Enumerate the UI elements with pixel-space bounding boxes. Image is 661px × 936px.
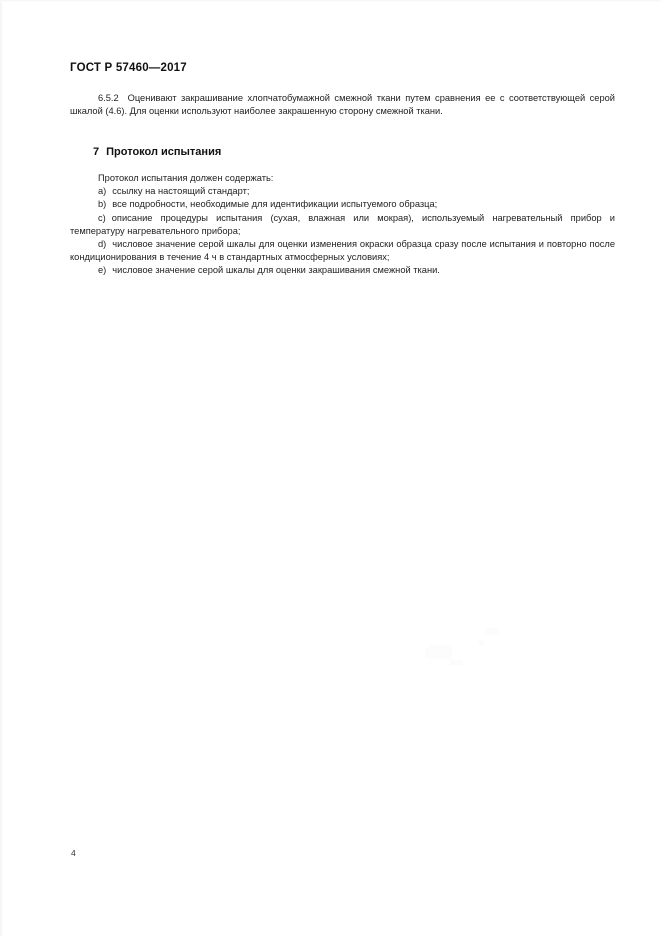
scan-speckle bbox=[485, 628, 499, 635]
list-item bbox=[70, 264, 615, 277]
clause-block bbox=[70, 92, 615, 118]
list-item-marker: b) bbox=[98, 199, 107, 210]
list-item-text: описание процедуры испытания (сухая, влажная или мокрая), используемый нагревательный прибор и температуру нагревательного прибора; bbox=[70, 212, 615, 236]
list-item-text: числовое значение серой шкалы для оценки закрашивания смежной ткани. bbox=[112, 265, 440, 276]
scan-speckle bbox=[430, 645, 452, 659]
section-heading bbox=[93, 146, 221, 158]
list-item bbox=[70, 238, 615, 264]
scan-speckle bbox=[450, 660, 463, 665]
section-heading-title: Протокол испытания bbox=[106, 146, 222, 158]
report-requirements-list bbox=[70, 172, 615, 278]
section-heading-number: 7 bbox=[93, 146, 100, 158]
document-header: ГОСТ Р 57460—2017 bbox=[70, 62, 187, 74]
list-item-marker: d) bbox=[98, 239, 107, 250]
clause-number: 6.5.2 bbox=[98, 93, 119, 103]
list-item-marker: c) bbox=[98, 212, 106, 223]
list-item-text: все подробности, необходимые для идентификации испытуемого образца; bbox=[112, 199, 438, 210]
list-item bbox=[70, 185, 615, 198]
clause-text: Оценивают закрашивание хлопчатобумажной смежной ткани путем сравнения ее с соответствующей серой шкалой (4.6). Для оценки используют наиболее закрашенную сторону смежной ткани. bbox=[70, 93, 615, 117]
list-item-text: ссылку на настоящий стандарт; bbox=[112, 186, 250, 197]
scan-edge-top bbox=[0, 0, 661, 2]
scan-speckle bbox=[478, 640, 484, 646]
scan-edge-left bbox=[0, 0, 3, 936]
scan-speckle bbox=[425, 648, 437, 658]
list-item-text: числовое значение серой шкалы для оценки изменения окраски образца сразу после испытания и повторно после кондиционирования в течение 4 ч в стандартных атмосферных условиях; bbox=[70, 239, 615, 263]
list-item-marker: a) bbox=[98, 186, 107, 197]
list-item bbox=[70, 198, 615, 211]
clause-paragraph bbox=[70, 92, 615, 118]
list-lead-in: Протокол испытания должен содержать: bbox=[98, 173, 274, 183]
list-item-marker: e) bbox=[98, 265, 107, 276]
page-number: 4 bbox=[71, 848, 76, 858]
scan-speckle bbox=[427, 650, 435, 658]
list-item bbox=[70, 212, 615, 238]
